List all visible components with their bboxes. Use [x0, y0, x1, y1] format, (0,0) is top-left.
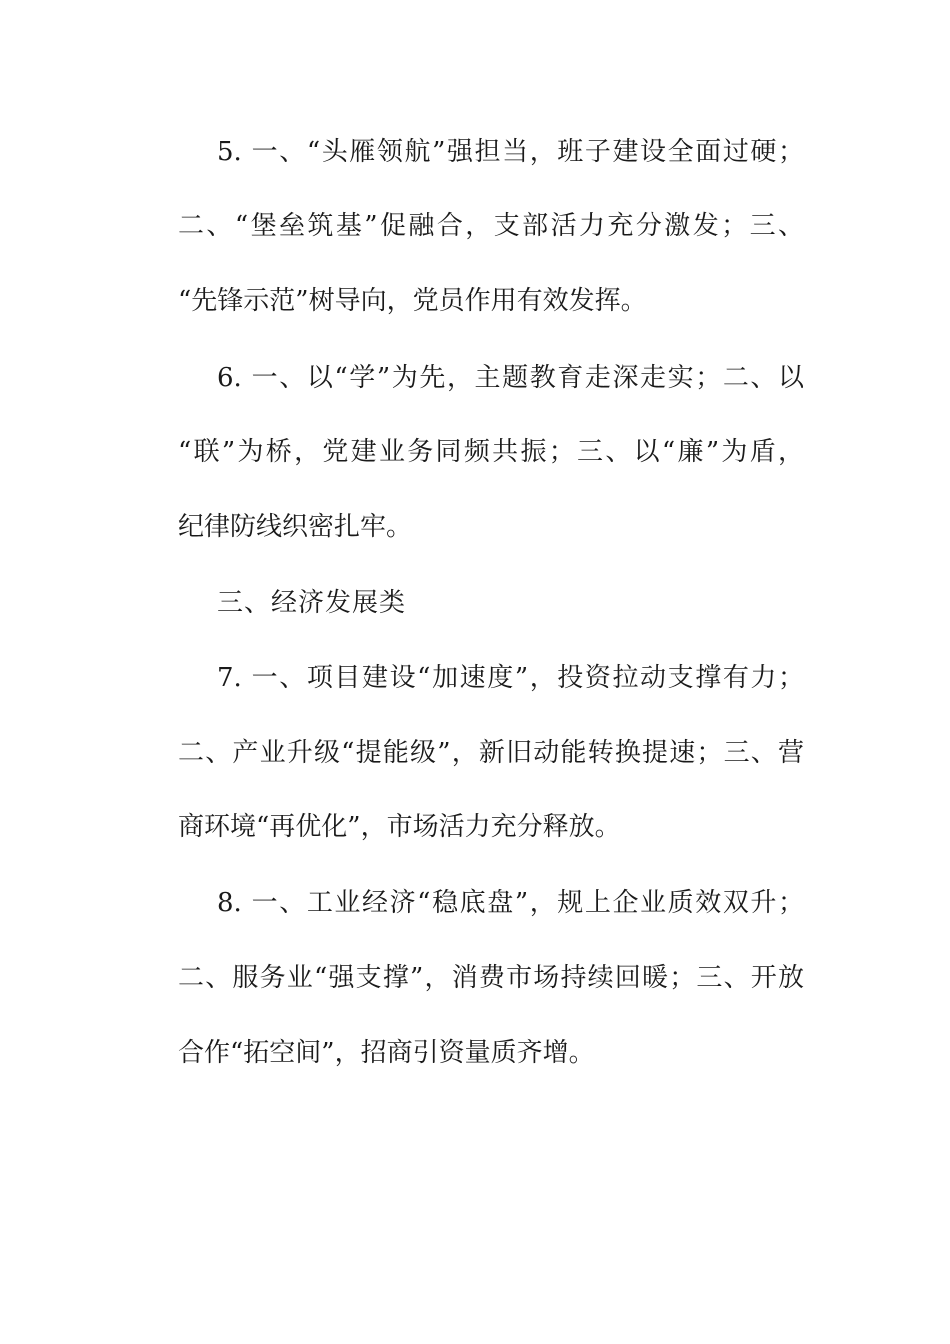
paragraph-5-line-3: “先锋示范”树导向，党员作用有效发挥。 [178, 286, 647, 316]
paragraph-5-line-2: 二、“堡垒筑基”促融合，支部活力充分激发；三、 [178, 211, 804, 241]
paragraph-8-line-3: 合作“拓空间”，招商引资量质齐增。 [178, 1038, 595, 1068]
paragraph-6-line-2: “联”为桥，党建业务同频共振；三、以“廉”为盾， [178, 437, 804, 467]
paragraph-7-line-1: 7. 一、项目建设“加速度”，投资拉动支撑有力； [217, 663, 804, 693]
paragraph-7-line-2: 二、产业升级“提能级”，新旧动能转换提速；三、营 [178, 738, 804, 768]
section-heading-economic-development: 三、经济发展类 [217, 588, 407, 618]
paragraph-8-line-2: 二、服务业“强支撑”，消费市场持续回暖；三、开放 [178, 963, 804, 993]
paragraph-8-line-1: 8. 一、工业经济“稳底盘”，规上企业质效双升； [217, 888, 804, 918]
paragraph-7-line-3: 商环境“再优化”，市场活力充分释放。 [178, 812, 621, 842]
paragraph-6-line-1: 6. 一、以“学”为先，主题教育走深走实；二、以 [217, 363, 804, 393]
paragraph-5-line-1: 5. 一、“头雁领航”强担当，班子建设全面过硬； [217, 137, 804, 167]
paragraph-6-line-3: 纪律防线织密扎牢。 [178, 512, 413, 542]
